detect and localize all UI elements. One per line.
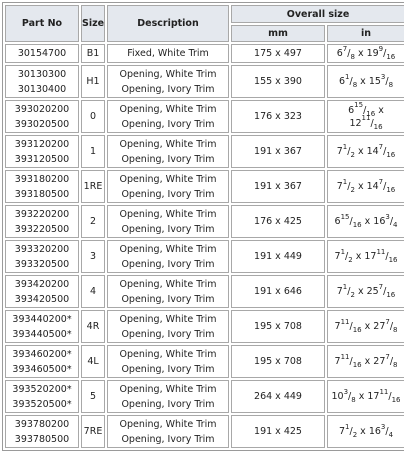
size-cell: 7RE xyxy=(81,415,105,448)
description-line: Fixed, White Trim xyxy=(127,48,209,59)
size-mm-cell: 264 x 449 xyxy=(231,380,325,413)
part-no-cell xyxy=(5,205,79,238)
part-number-link[interactable]: 393520500* xyxy=(12,398,72,410)
size-mm-cell: 195 x 708 xyxy=(231,345,325,378)
size-mm-cell: 191 x 367 xyxy=(231,135,325,168)
description-line: Opening, Ivory Trim xyxy=(121,328,215,340)
header-in: in xyxy=(327,25,404,42)
size-in-cell: $7^1/_2$ x $25^7/_{16}$ xyxy=(327,275,404,308)
description-line: Opening, Ivory Trim xyxy=(121,258,215,270)
table-body xyxy=(5,44,404,448)
description-line: Opening, White Trim xyxy=(119,208,217,220)
description-cell xyxy=(107,275,229,308)
table-row xyxy=(5,44,404,63)
description-line: Opening, White Trim xyxy=(119,103,217,115)
part-no-cell xyxy=(5,44,79,63)
part-number-link[interactable]: 393180200 xyxy=(14,173,70,185)
part-no-cell xyxy=(5,275,79,308)
size-cell: 5 xyxy=(81,380,105,413)
part-no-cell xyxy=(5,65,79,98)
part-number-link[interactable]: 393420500 xyxy=(14,293,70,305)
part-number-link[interactable]: 393440500* xyxy=(12,328,72,340)
description-cell xyxy=(107,100,229,133)
description-line: Opening, White Trim xyxy=(119,383,217,395)
size-in-cell: $6^1/_8$ x $15^3/_8$ xyxy=(327,65,404,98)
part-no-cell xyxy=(5,345,79,378)
part-number-link[interactable]: 393320500 xyxy=(14,258,70,270)
description-line: Opening, White Trim xyxy=(119,278,217,290)
size-mm-cell: 176 x 425 xyxy=(231,205,325,238)
size-cell: 0 xyxy=(81,100,105,133)
table-row xyxy=(5,345,404,378)
part-no-cell xyxy=(5,310,79,343)
part-no-cell xyxy=(5,170,79,203)
header-part-no: Part No xyxy=(5,5,79,42)
part-no-cell xyxy=(5,100,79,133)
size-cell: 4 xyxy=(81,275,105,308)
part-number-link[interactable]: 393420200 xyxy=(14,278,70,290)
description-line: Opening, Ivory Trim xyxy=(121,363,215,375)
table-row xyxy=(5,135,404,168)
description-cell xyxy=(107,380,229,413)
size-in-cell: $7^1/_2$ x $14^7/_{16}$ xyxy=(327,135,404,168)
size-mm-cell: 191 x 646 xyxy=(231,275,325,308)
size-in-cell: $6^7/_8$ x $19^9/_{16}$ xyxy=(327,44,404,63)
description-line: Opening, Ivory Trim xyxy=(121,223,215,235)
size-in-cell: $6^{15}/_{16}$ x $12^{11}/_{16}$ xyxy=(327,100,404,133)
part-number-link[interactable]: 393120200 xyxy=(14,138,70,150)
part-number-link[interactable]: 30130400 xyxy=(17,83,67,95)
part-number-link[interactable]: 393120500 xyxy=(14,153,70,165)
description-line: Opening, White Trim xyxy=(119,348,217,360)
description-line: Opening, Ivory Trim xyxy=(121,153,215,165)
part-number-link[interactable]: 393780200 xyxy=(14,418,70,430)
size-mm-cell: 195 x 708 xyxy=(231,310,325,343)
description-line: Opening, White Trim xyxy=(119,68,217,80)
part-number-link[interactable]: 393220500 xyxy=(14,223,70,235)
part-number-link[interactable]: 30130300 xyxy=(17,68,67,80)
table-row xyxy=(5,380,404,413)
table-row xyxy=(5,100,404,133)
size-in-cell: $7^1/_2$ x $14^7/_{16}$ xyxy=(327,170,404,203)
description-cell xyxy=(107,205,229,238)
table-row xyxy=(5,170,404,203)
part-no-cell xyxy=(5,380,79,413)
table-row xyxy=(5,240,404,273)
description-cell xyxy=(107,170,229,203)
description-line: Opening, White Trim xyxy=(119,313,217,325)
description-line: Opening, Ivory Trim xyxy=(121,433,215,445)
part-number-link[interactable]: 393020500 xyxy=(14,118,70,130)
part-number-link[interactable]: 393440200* xyxy=(12,313,72,325)
part-no-cell xyxy=(5,240,79,273)
part-number-link[interactable]: 393020200 xyxy=(14,103,70,115)
size-mm-cell: 175 x 497 xyxy=(231,44,325,63)
part-number-link[interactable]: 393780500 xyxy=(14,433,70,445)
size-cell: 2 xyxy=(81,205,105,238)
part-number-link[interactable]: 393320200 xyxy=(14,243,70,255)
description-line: Opening, Ivory Trim xyxy=(121,118,215,130)
description-cell xyxy=(107,65,229,98)
size-cell: 3 xyxy=(81,240,105,273)
table-row xyxy=(5,65,404,98)
description-cell xyxy=(107,135,229,168)
size-in-cell: $7^1/_2$ x $17^{11}/_{16}$ xyxy=(327,240,404,273)
description-line: Opening, White Trim xyxy=(119,243,217,255)
size-mm-cell: 176 x 323 xyxy=(231,100,325,133)
part-size-table xyxy=(2,2,404,451)
part-number-link[interactable]: 393520200* xyxy=(12,383,72,395)
table-row xyxy=(5,205,404,238)
part-number-link[interactable]: 30154700 xyxy=(17,48,67,59)
size-mm-cell: 155 x 390 xyxy=(231,65,325,98)
size-cell: 1 xyxy=(81,135,105,168)
size-cell: H1 xyxy=(81,65,105,98)
description-line: Opening, Ivory Trim xyxy=(121,83,215,95)
size-cell: 4R xyxy=(81,310,105,343)
description-line: Opening, White Trim xyxy=(119,173,217,185)
size-cell: 4L xyxy=(81,345,105,378)
description-line: Opening, Ivory Trim xyxy=(121,293,215,305)
size-in-cell: $6^{15}/_{16}$ x $16^3/_4$ xyxy=(327,205,404,238)
description-line: Opening, White Trim xyxy=(119,138,217,150)
description-cell xyxy=(107,240,229,273)
part-number-link[interactable]: 393460500* xyxy=(12,363,72,375)
size-in-cell: $7^{11}/_{16}$ x $27^7/_8$ xyxy=(327,310,404,343)
size-in-cell: $7^{11}/_{16}$ x $27^7/_8$ xyxy=(327,345,404,378)
size-cell: 1RE xyxy=(81,170,105,203)
size-cell: B1 xyxy=(81,44,105,63)
header-overall-size: Overall size xyxy=(231,5,404,23)
part-number-link[interactable]: 393180500 xyxy=(14,188,70,200)
description-cell xyxy=(107,310,229,343)
description-cell xyxy=(107,44,229,63)
size-mm-cell: 191 x 367 xyxy=(231,170,325,203)
size-mm-cell: 191 x 449 xyxy=(231,240,325,273)
description-cell xyxy=(107,345,229,378)
description-line: Opening, Ivory Trim xyxy=(121,188,215,200)
size-in-cell: $7^1/_2$ x $16^3/_4$ xyxy=(327,415,404,448)
header-description: Description xyxy=(107,5,229,42)
part-number-link[interactable]: 393460200* xyxy=(12,348,72,360)
size-mm-cell: 191 x 425 xyxy=(231,415,325,448)
table-row xyxy=(5,310,404,343)
header-size: Size xyxy=(81,5,105,42)
part-no-cell xyxy=(5,135,79,168)
table-row xyxy=(5,275,404,308)
part-number-link[interactable]: 393220200 xyxy=(14,208,70,220)
size-in-cell: $10^3/_8$ x $17^{11}/_{16}$ xyxy=(327,380,404,413)
header-mm: mm xyxy=(231,25,325,42)
description-line: Opening, Ivory Trim xyxy=(121,398,215,410)
description-line: Opening, White Trim xyxy=(119,418,217,430)
